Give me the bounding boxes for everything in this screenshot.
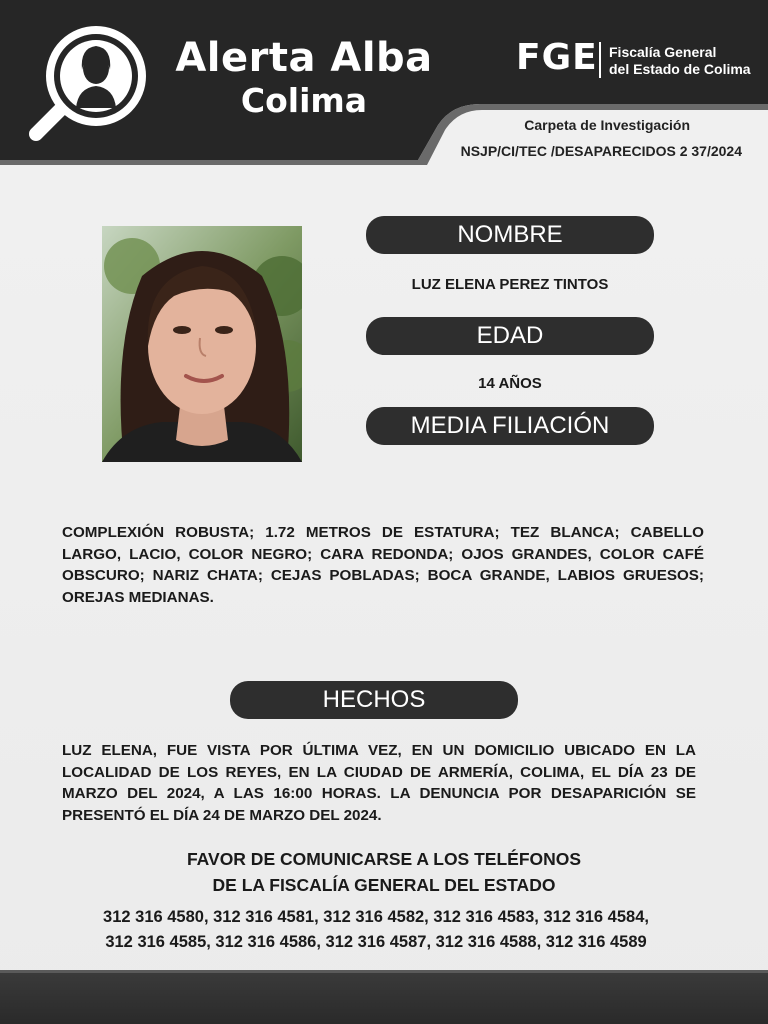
contact-line2: DE LA FISCALÍA GENERAL DEL ESTADO: [212, 875, 556, 895]
brand-line2: Colima: [240, 81, 368, 120]
person-age: 14 AÑOS: [478, 375, 542, 392]
phone-numbers-line2: 312 316 4585, 312 316 4586, 312 316 4587, 312 316 4588, 312 316 4589: [105, 933, 647, 951]
footer-bar: [0, 970, 768, 1024]
agency-name-line2: del Estado de Colima: [609, 61, 751, 77]
label-edad: EDAD: [366, 317, 654, 355]
agency-divider: [599, 42, 601, 78]
brand-title: [172, 35, 436, 120]
person-name: LUZ ELENA PEREZ TINTOS: [411, 276, 609, 293]
brand-line1: Alerta Alba: [175, 35, 433, 81]
missing-person-photo: [102, 226, 302, 462]
agency-name-line1: Fiscalía General: [609, 44, 717, 60]
label-nombre: NOMBRE: [366, 216, 654, 254]
carpeta-label: Carpeta de Investigación: [524, 117, 690, 133]
physical-description: COMPLEXIÓN ROBUSTA; 1.72 METROS DE ESTATURA; TEZ BLANCA; CABELLO LARGO, LACIO, COLOR NEGRO; CARA REDONDA; OJOS GRANDES, COLOR CAFÉ OBSCURO; NARIZ CHATA; CEJAS POBLADAS; BOCA GRANDE, LABIOS GRUESOS; OREJAS MEDIANAS.: [62, 524, 704, 606]
magnifier-person-icon: [24, 18, 154, 148]
phone-numbers-line1: 312 316 4580, 312 316 4581, 312 316 4582, 312 316 4583, 312 316 4584,: [103, 908, 649, 926]
label-hechos: HECHOS: [230, 681, 518, 719]
agency-logo-text: FGE: [516, 37, 598, 78]
contact-line1: FAVOR DE COMUNICARSE A LOS TELÉFONOS: [186, 849, 582, 869]
facts-text: LUZ ELENA, FUE VISTA POR ÚLTIMA VEZ, EN UN DOMICILIO UBICADO EN LA LOCALIDAD DE LOS REYES, EN LA CIUDAD DE ARMERÍA, COLIMA, EL DÍA 23 DE MARZO DEL 2024, A LAS 16:00 HORAS. LA DENUNCIA POR DESAPARICIÓN SE PRESENTÓ EL DÍA 24 DE MARZO DEL 2024.: [62, 742, 696, 824]
agency-name: [609, 44, 751, 78]
label-media-filiacion: MEDIA FILIACIÓN: [366, 407, 654, 445]
carpeta-number: NSJP/CI/TEC /DESAPARECIDOS 2 37/2024: [460, 143, 742, 159]
